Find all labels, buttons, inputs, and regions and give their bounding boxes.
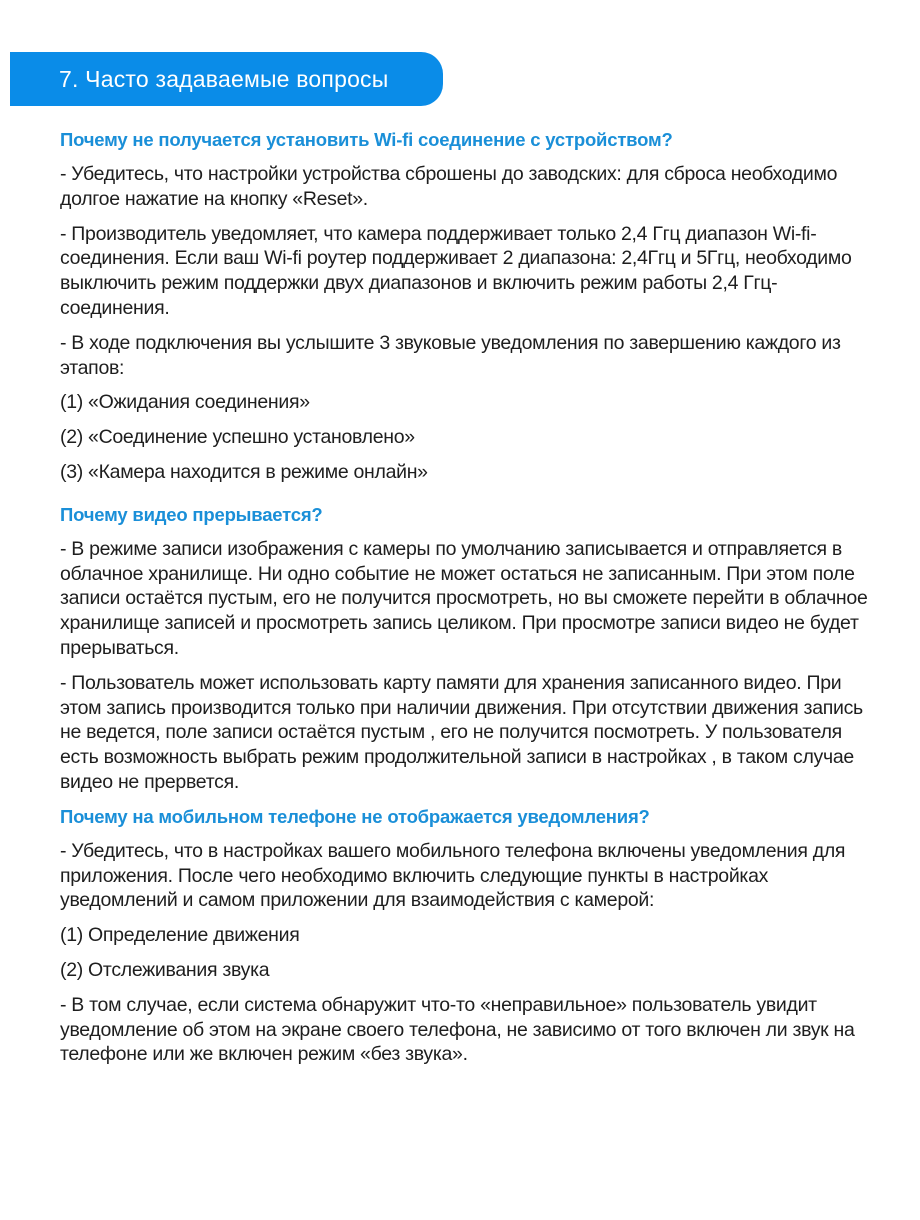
faq-section-notifications: [60, 805, 880, 1067]
faq-list-item: (2) Отслеживания звука: [60, 958, 270, 981]
faq-answer-paragraph: - Производитель уведомляет, что камера поддерживает только 2,4 Ггц диапазон Wi-fi-соединения. Если ваш Wi-fi роутер поддерживает 2 диапазона: 2,4Ггц и 5Ггц, необходимо выключить режим поддержки двух диапазонов и включить режим работы 2,4 Ггц-соединения.: [60, 222, 852, 319]
faq-question: Почему видео прерывается?: [60, 503, 323, 525]
faq-section-wifi: [60, 128, 880, 485]
faq-list-item: (3) «Камера находится в режиме онлайн»: [60, 460, 428, 483]
faq-question: Почему на мобильном телефоне не отображается уведомления?: [60, 805, 650, 827]
faq-answer-paragraph: - В том случае, если система обнаружит что-то «неправильное» пользователь увидит уведомление об этом на экране своего телефона, не зависимо от того включен ли звук на телефоне или же включен режим «без звука».: [60, 993, 855, 1066]
section-banner: [10, 52, 443, 106]
faq-list-item: (2) «Соединение успешно установлено»: [60, 426, 415, 449]
faq-answer-paragraph: - В ходе подключения вы услышите 3 звуковые уведомления по завершению каждого из этапов:: [60, 331, 841, 379]
faq-answer-paragraph: - Убедитесь, что в настройках вашего мобильного телефона включены уведомления для приложения. После чего необходимо включить следующие пункты в настройках уведомлений и самом приложении для взаимодействия с камерой:: [60, 839, 846, 912]
faq-content: [60, 128, 880, 1077]
faq-answer-paragraph: - Убедитесь, что настройки устройства сброшены до заводских: для сброса необходимо долгое нажатие на кнопку «Reset».: [60, 163, 838, 210]
faq-answer-paragraph: - Пользователь может использовать карту памяти для хранения записанного видео. При этом запись производится только при наличии движения. При отсутствии движения запись не ведется, поле записи остаётся пустым , его не получится посмотреть. У пользователя есть возможность выбрать режим продолжительной записи в настройках , в таком случае видео не прервется.: [60, 671, 863, 793]
faq-list-item: (1) «Ожидания соединения»: [60, 391, 310, 414]
faq-section-video: [60, 503, 880, 795]
faq-answer-paragraph: - В режиме записи изображения с камеры по умолчанию записывается и отправляется в облачное хранилище. Ни одно событие не может остаться не записанным. При этом поле записи остаётся пустым, его не получится просмотреть, но вы сможете перейти в облачное хранилище записей и просмотреть запись целиком. При просмотре записи видео не будет прерываться.: [60, 537, 868, 659]
faq-list-item: (1) Определение движения: [60, 924, 300, 947]
faq-question: Почему не получается установить Wi-fi соединение с устройством?: [60, 129, 673, 150]
section-title: 7. Часто задаваемые вопросы: [59, 65, 389, 92]
